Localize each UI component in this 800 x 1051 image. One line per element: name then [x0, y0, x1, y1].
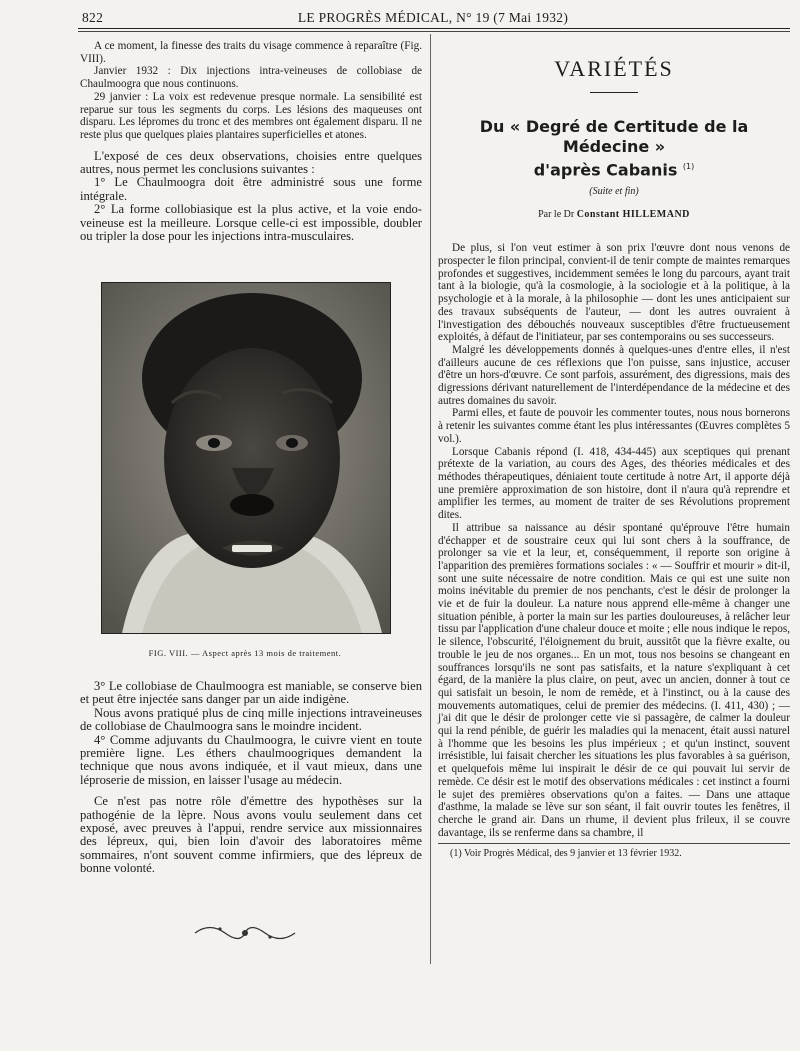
- paragraph: Lorsque Cabanis répond (I. 418, 434-445) aux sceptiques qui prenant prétexte de la variation, au cours des Ages, des théories médicales et des méthodes thérapeutiques, déniaient toute certitude à notre Art, il apporte déjà une première approximation de son histoire, dont il n'aura qu'à reprendre et amplifier les termes, au moment de traiter de ses Révolutions proprement dites.: [438, 445, 790, 522]
- paragraph: A ce moment, la finesse des traits du visage commence à reparaître (Fig. VIII).: [80, 40, 422, 65]
- paragraph: 29 janvier : La voix est redevenue presque normale. La sensibilité est reparue sur tous les segments du corps. Les lésions des maqueuses ont disparu. Les lépromes du tronc et des membres ont également disparu. Il ne reste plus que quelques plaies plantaires superficielles et atones.: [80, 90, 422, 141]
- paragraph: De plus, si l'on veut estimer à son prix l'œuvre dont nous venons de prospecter le filon principal, convient-il de tenir compte de maintes remarques profondes et suggestives, incidemment semées le long du parcours, ayant trait tant à la biologie, qu'à la cosmologie, à la sociologie et à la politique, à la psychologie et à la morale, à la philosophie — dont les unes anticipaient sur des travaux subséquents de l'auteur, — dont les autres ouvraient à l'investigation des débouchés nouveaux susceptibles d'être fructueusement exploités, à défaut de l'initiateur, par ses contemporains ou ses successeurs.: [438, 242, 790, 344]
- paragraph: Il attribue sa naissance au désir spontané qu'éprouve l'être humain d'échapper et de soustraire ceux qui lui sont chers à la souffrance, de prolonger sa vie et la leur, et, conséquemment, il reporte son origine à l'apparition des premières formations sociales : « — Souffrir et mourir » dit-il, sont une suite nécessaire de notre condition. Mais ce qui est une suite non moins inévitable du premier de nos penchants, c'est le désir de prolonger la vie et de fuir la douleur. La nature nous apprend elle-même à changer une situation pénible, à porter la main sur les parties douloureuses, à relâcher leur tissu par l'application d'une chaleur douce et moite ; elle nous indique le repos, le silence, l'obscurité, l'éloignement du bruit, aussitôt que la fièvre exalte, ou trouble le jeu de nos organes... En un mot, tous nos besoins se changeant en souffrances lorsqu'ils ne sont pas satisfaits, et la nature s'expliquant à cet égard, de la manière la plus claire, on peut, avec un ancien, donner à tout ce qui satisfait un besoin, le nom de remède, et à l'instinct, ou à la cause des mouvements automatiques, celui de premier des médecins. (I. 411, 430) ; — j'ai dit que le désir de prolonger cette vie si passagère, de calmer la douleur qui la rend pénible, de guérir les maladies qui la menacent, était aussi naturel à l'homme que les besoins les plus impérieux ; et qu'un instinct, souvent irrésistible, lui faisait chercher les situations les plus favorables à sa guérison, et quelquefois même lui inspirait le désir de ce qui pouvait lui servir de remède. Ce désir est le motif des observations médicales : cet instinct a fourni le sujet des premières observations qu'on a faites. — Dans une attaque d'asthme, la malade se lève sur son séant, il fait ouvrir toutes les fenêtres, il cherche le grand air. Dans un rhume, il devient plus frileux, il se couvre davantage, ils se renferme dans sa chambre, il: [438, 521, 790, 839]
- left-column-top: [80, 40, 422, 243]
- column-divider: [430, 34, 431, 964]
- section-heading: VARIÉTÉS: [554, 56, 674, 81]
- paragraph: Malgré les développements donnés à quelques-unes d'entre elles, il n'est d'ailleurs aucune de ces réflexions que l'on puisse, sans injustice, accuser d'être un hors-d'œuvre. Ce sont parfois, assurément, des digressions, mais des digressions dérivant naturellement de l'interdépendance de la médecine et des autres domaines du savoir.: [438, 343, 790, 407]
- left-column-bottom: [80, 680, 422, 876]
- footnote-rule: [438, 843, 790, 844]
- article-body: [438, 242, 790, 839]
- paragraph: Ce n'est pas notre rôle d'émettre des hypothèses sur la pathogénie de la lèpre. Nous avons voulu seulement dans cet exposé, avec preuves à l'appui, rendre service aux missionnaires des lépreux, qui, bien loin d'avoir des laboratoires même sommaires, n'ont souvent comme infirmiers, que des lépreux de bonne volonté.: [80, 794, 422, 876]
- header-rule-thin: [78, 31, 790, 32]
- running-header: [78, 8, 788, 28]
- article-subtitle: (Suite et fin): [589, 186, 639, 198]
- journal-title: LE PROGRÈS MÉDICAL, N° 19 (7 Mai 1932): [297, 10, 569, 25]
- paragraph: 2° La forme collobiasique est la plus active, et la voie endo-veineuse est la meilleure. Lorsque celle-ci est impossible, doubler ou tripler la dose pour les injections intra-musculaires.: [80, 202, 422, 244]
- article-title: Du « Degré de Certitude de la Médecine » d'après Cabanis $^{(1)}$: [479, 117, 749, 180]
- header-rule: [78, 28, 790, 29]
- paragraph: Janvier 1932 : Dix injections intra-veineuses de collobiase de Chaulmoogra que nous continuons.: [80, 65, 422, 91]
- paragraph: Nous avons pratiqué plus de cinq mille injections intraveineuses de collobiase de Chaulmoogra sans le moindre incident.: [80, 705, 422, 734]
- heading-rule: [590, 92, 638, 93]
- footnote-marker: (1): [682, 162, 695, 171]
- page-number: 822: [82, 10, 104, 25]
- paragraph: 3° Le collobiase de Chaulmoogra est maniable, se conserve bien et peut être injectée sans danger par un aide indigène.: [80, 679, 422, 707]
- paragraph: 1° Le Chaulmoogra doit être administré sous une forme intégrale.: [80, 175, 422, 203]
- portrait-illustration: [102, 283, 390, 633]
- footnote: (1) Voir Progrès Médical, des 9 janvier et 13 février 1932.: [450, 848, 682, 860]
- right-column: [438, 40, 790, 859]
- patient-photograph: [101, 282, 391, 634]
- article-author: Par le Dr Constant HILLEMAND: [538, 209, 690, 221]
- paragraph: Parmi elles, et faute de pouvoir les commenter toutes, nous nous bornerons à retenir les suivantes comme étant les plus intéressantes (Œuvres complètes 5 vol.).: [438, 407, 790, 445]
- ornament-flourish-icon: [190, 920, 300, 946]
- paragraph: L'exposé de ces deux observations, choisies entre quelques autres, nous permet les conclusions suivantes :: [80, 148, 422, 177]
- paragraph: 4° Comme adjuvants du Chaulmoogra, le cuivre vient en toute première ligne. Les éthers chaulmoogriques demandent la technique que nous avons indiquée, et il vaut mieux, dans une léproserie de mission, en laisser l'usage au médecin.: [80, 732, 422, 787]
- figure-caption: FIG. VIII. — Aspect après 13 mois de traitement.: [148, 648, 342, 658]
